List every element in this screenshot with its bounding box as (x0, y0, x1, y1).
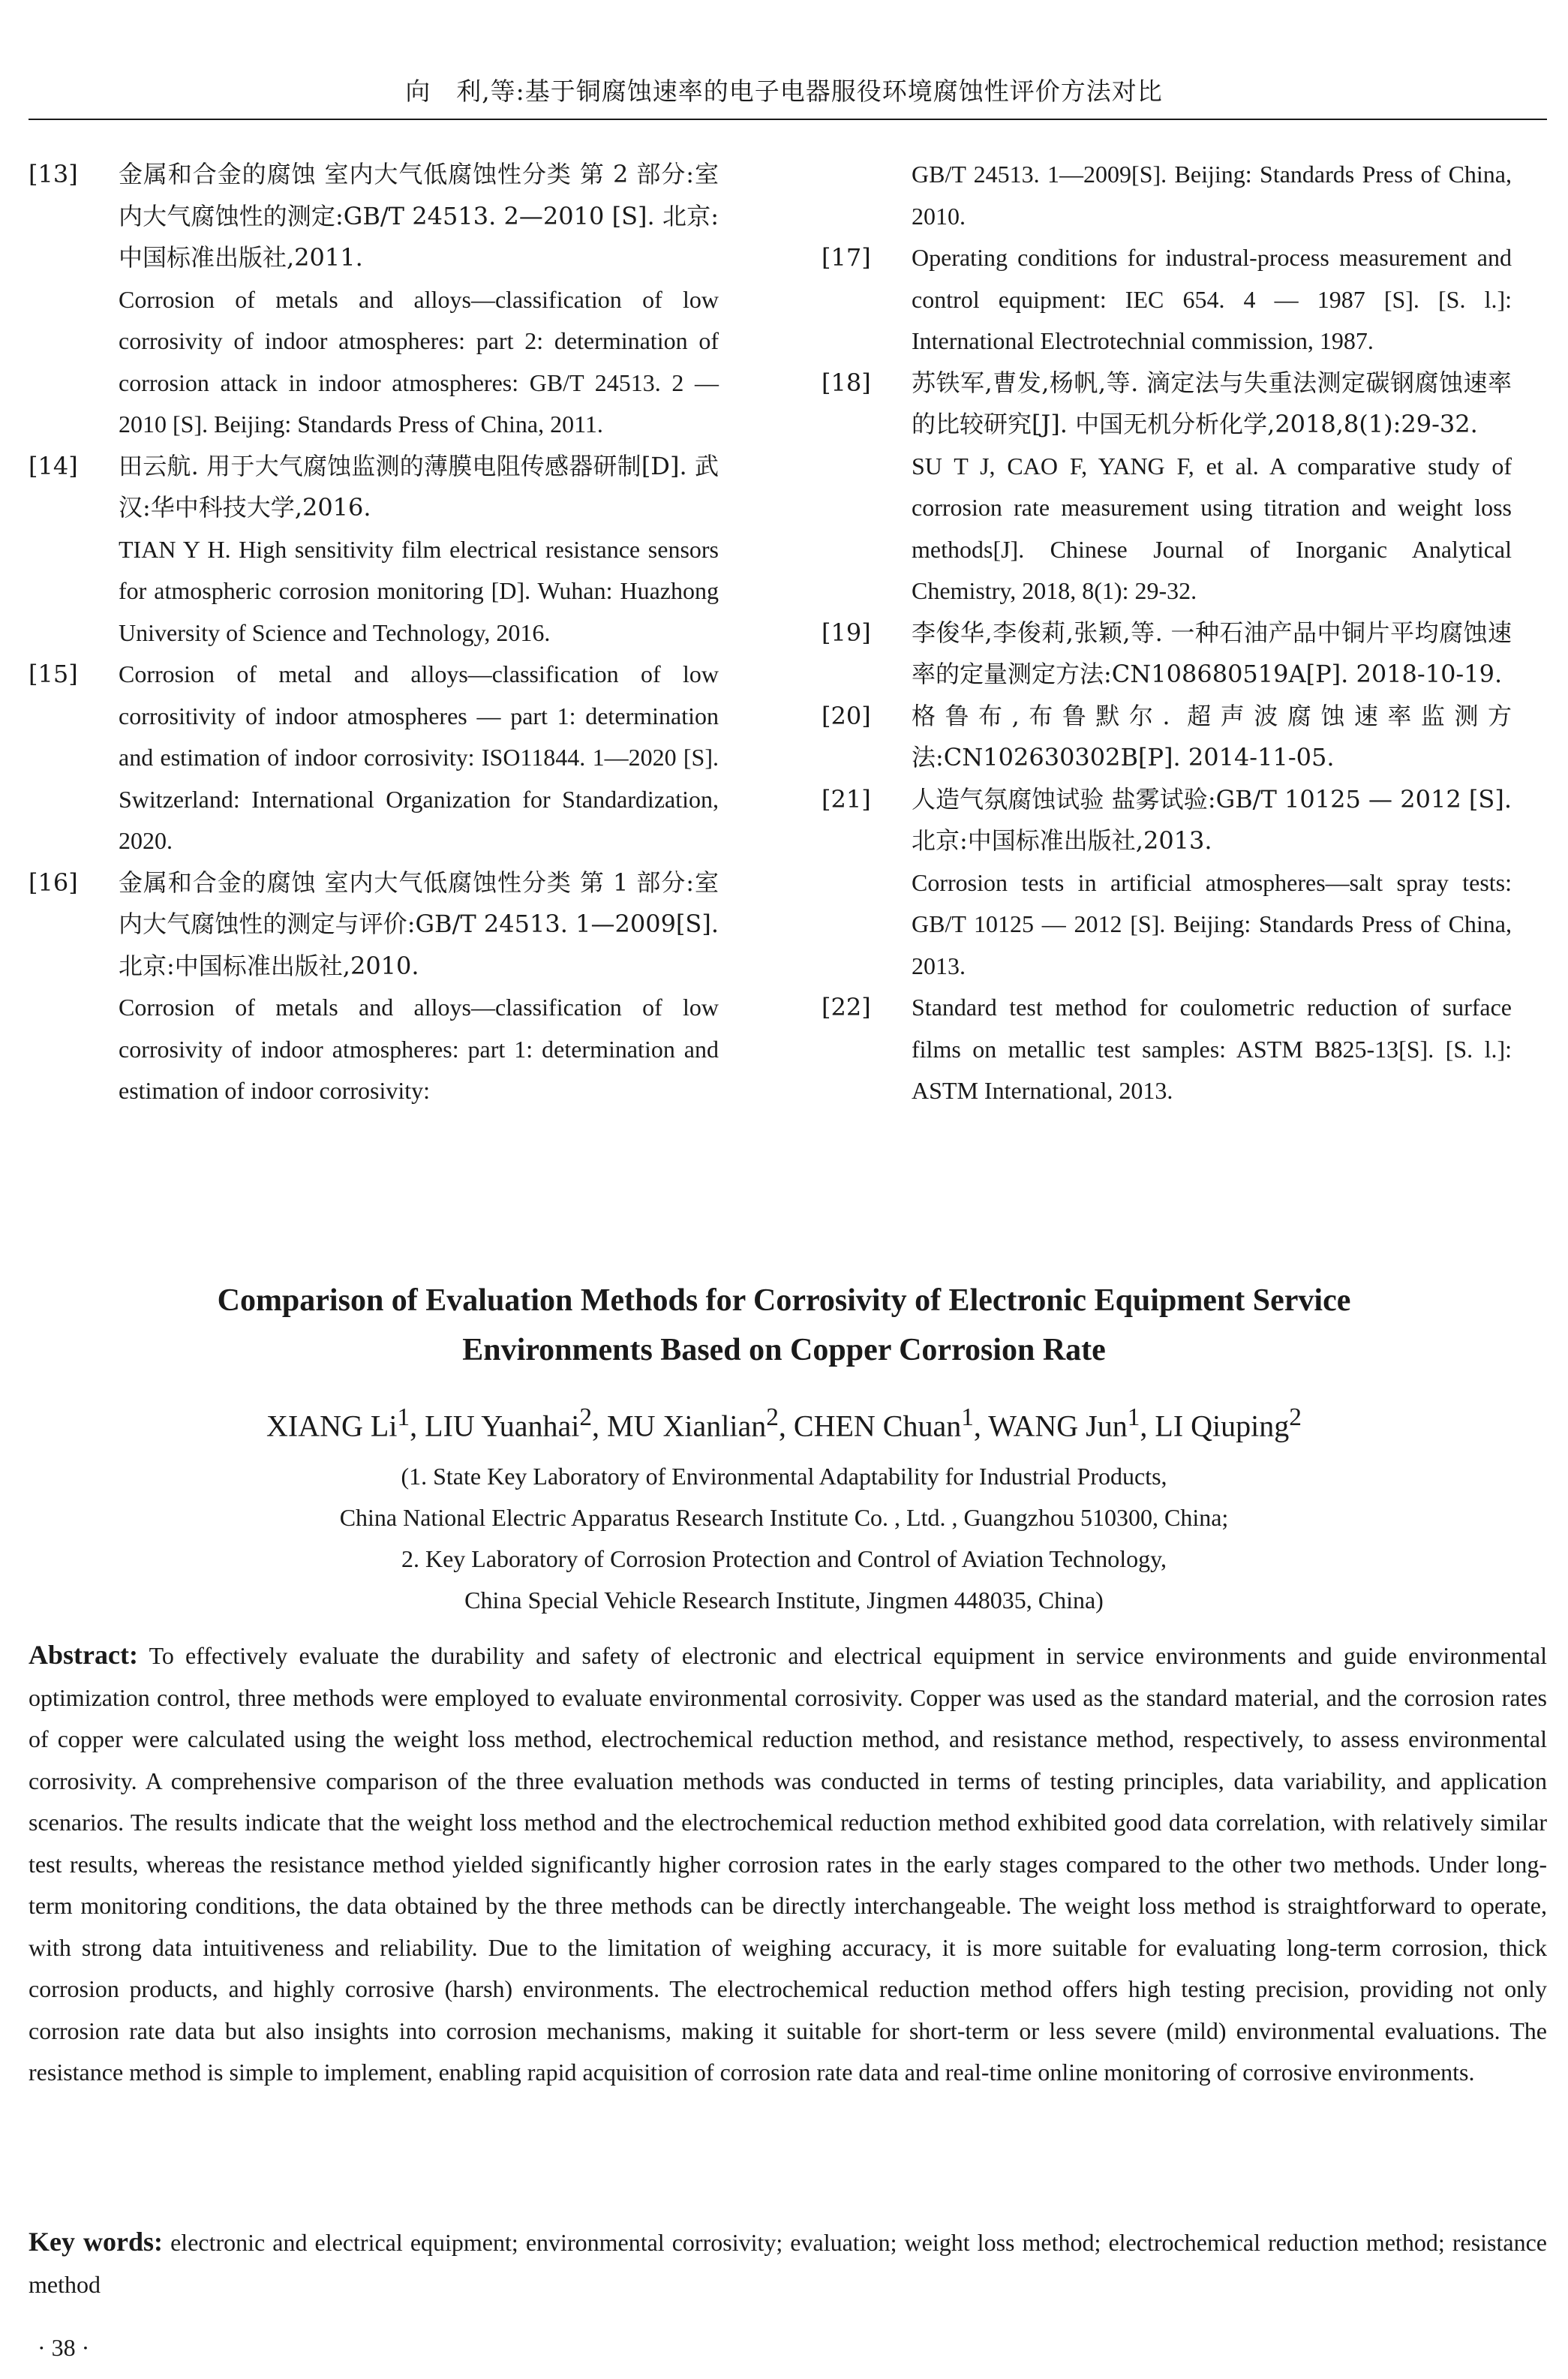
reference-chinese: 格鲁布,布鲁默尔. 超声波腐蚀速率监测方法:CN102630302B[P]. 2014-11-05. (912, 701, 1512, 771)
keywords (29, 2221, 1547, 2305)
author-affiliation-mark: 1 (1127, 1403, 1140, 1431)
references-right-column (822, 154, 1512, 1112)
references-left-column (29, 154, 719, 1112)
reference-19 (822, 612, 1512, 696)
affiliation-line: (1. State Key Laboratory of Environmental Adaptability for Industrial Products, (401, 1463, 1167, 1490)
reference-number: [13] (29, 160, 78, 188)
reference-number: [15] (29, 660, 78, 688)
reference-english: Operating conditions for industral-process measurement and control equipment: IEC 654. 4 — 1987 [S]. [S. l.]: International Electrotechnial commission, 1987. (912, 244, 1512, 354)
reference-chinese: 田云航. 用于大气腐蚀监测的薄膜电阻传感器研制[D]. 武汉:华中科技大学,2016. (119, 451, 719, 522)
reference-number: [16] (29, 868, 78, 897)
reference-number: [20] (822, 701, 871, 730)
author-affiliation-mark: 1 (961, 1403, 974, 1431)
title-line-1: Comparison of Evaluation Methods for Corrosivity of Electronic Equipment Service (217, 1283, 1351, 1318)
keywords-label: Key words: (29, 2227, 164, 2257)
abstract (29, 1635, 1547, 2094)
abstract-text: To effectively evaluate the durability and safety of electronic and electrical equipment in service environments and guide environmental optimization control, three methods were employed to evaluate environmental corrosivity. Copper was used as the standard material, and the corrosion rates of copper were calculated using the weight loss method, electrochemical reduction method, and resistance method, respectively, to assess environmental corrosivity. A comprehensive comparison of the three evaluation methods was conducted in terms of testing principles, data variability, and application scenarios. The results indicate that the weight loss method and the electrochemical reduction method exhibited good data correlation, with relatively similar test results, whereas the resistance method yielded significantly higher corrosion rates in the early stages compared to the other two methods. Under long-term monitoring conditions, the data obtained by the three methods can be directly interchangeable. The weight loss method is straightforward to operate, with strong data intuitiveness and reliability. Due to the limitation of weighing accuracy, it is more suitable for evaluating long-term corrosion, thick corrosion products, and highly corrosive (harsh) environments. The electrochemical reduction method offers high testing precision, providing not only corrosion rate data but also insights into corrosion mechanisms, making it suitable for short-term or less severe (mild) environmental evaluations. The resistance method is simple to implement, enabling rapid acquisition of corrosion rate data and real-time online monitoring of corrosive environments. (29, 1642, 1548, 2086)
reference-chinese: 苏铁军,曹发,杨帆,等. 滴定法与失重法测定碳钢腐蚀速率的比较研究[J]. 中国无机分析化学,2018,8(1):29-32. (912, 368, 1512, 438)
affiliation-line: China National Electric Apparatus Research Institute Co. , Ltd. , Guangzhou 510300, China; (339, 1504, 1229, 1531)
reference-number: [18] (822, 368, 871, 397)
reference-chinese: 李俊华,李俊莉,张颖,等. 一种石油产品中铜片平均腐蚀速率的定量测定方法:CN108680519A[P]. 2018-10-19. (912, 618, 1512, 688)
running-header: 向 利,等:基于铜腐蚀速率的电子电器服役环境腐蚀性评价方法对比 (405, 77, 1163, 106)
reference-chinese: 金属和合金的腐蚀 室内大气低腐蚀性分类 第 2 部分:室内大气腐蚀性的测定:GB/T 24513. 2—2010 [S]. 北京:中国标准出版社,2011. (119, 160, 719, 272)
reference-14 (29, 446, 719, 654)
header-rule (29, 119, 1547, 120)
reference-chinese: 人造气氛腐蚀试验 盐雾试验:GB/T 10125 — 2012 [S]. 北京:中国标准出版社,2013. (912, 784, 1512, 855)
affiliation-line: 2. Key Laboratory of Corrosion Protection and Control of Aviation Technology, (401, 1545, 1167, 1572)
reference-13 (29, 154, 719, 446)
author-name: WANG Jun (988, 1409, 1128, 1443)
author-name: XIANG Li (266, 1409, 398, 1443)
reference-16 (29, 862, 719, 1112)
abstract-label: Abstract: (29, 1640, 138, 1670)
reference-20 (822, 696, 1512, 779)
author-affiliation-mark: 1 (397, 1403, 410, 1431)
reference-number: [19] (822, 618, 871, 647)
reference-english: Standard test method for coulometric reduction of surface films on metallic test samples: ASTM B825-13[S]. [S. l.]: ASTM International, 2013. (912, 994, 1512, 1104)
reference-english: GB/T 24513. 1—2009[S]. Beijing: Standards Press of China, 2010. (912, 161, 1512, 230)
reference-17 (822, 237, 1512, 362)
reference-english: Corrosion tests in artificial atmospheres—salt spray tests: GB/T 10125 — 2012 [S]. Beijing: Standards Press of China, 2013. (912, 868, 1512, 979)
author-name: LIU Yuanhai (425, 1409, 580, 1443)
title-line-2: Environments Based on Copper Corrosion Rate (462, 1333, 1106, 1367)
reference-number: [21] (822, 784, 871, 814)
affiliations (0, 1456, 1568, 1621)
reference-18 (822, 362, 1512, 612)
author-affiliation-mark: 2 (1289, 1403, 1302, 1431)
author-list: XIANG Li$^1$, LIU Yuanhai$^2$, MU Xianlian$^2$, CHEN Chuan$^1$, WANG Jun$^1$, LI Qiuping$^2$ (266, 1403, 1302, 1443)
reference-number: [22] (822, 993, 871, 1021)
author-name: CHEN Chuan (793, 1409, 962, 1443)
affiliation-line: China Special Vehicle Research Institute, Jingmen 448035, China) (464, 1587, 1104, 1614)
reference-english: Corrosion of metals and alloys—classification of low corrosivity of indoor atmospheres: part 1: determination and estimation of indoor corrosivity: (119, 994, 719, 1104)
author-affiliation-mark: 2 (766, 1403, 779, 1431)
reference-english: Corrosion of metal and alloys—classification of low corrositivity of indoor atmospheres — part 1: determination and estimation of indoor corrosivity: ISO11844. 1—2020 [S]. Switzerland: International Organization for Standardization, 2020. (119, 660, 719, 854)
reference-english: Corrosion of metals and alloys—classification of low corrosivity of indoor atmospheres: part 2: determination of corrosion attack in indoor atmospheres: GB/T 24513. 2 — 2010 [S]. Beijing: Standards Press of China, 2011. (119, 285, 719, 438)
reference-number: [17] (822, 243, 871, 272)
keywords-text: electronic and electrical equipment; environmental corrosivity; evaluation; weight loss method; electrochemical reduction method; resistance method (29, 2229, 1548, 2298)
page-number: · 38 · (38, 2334, 90, 2361)
author-name: LI Qiuping (1155, 1409, 1290, 1443)
article-title (0, 1276, 1568, 1375)
reference-15 (29, 654, 719, 862)
author-name: MU Xianlian (607, 1409, 767, 1443)
reference-22 (822, 987, 1512, 1112)
reference-21 (822, 779, 1512, 988)
reference-english: TIAN Y H. High sensitivity film electrical resistance sensors for atmospheric corrosion monitoring [D]. Wuhan: Huazhong University of Science and Technology, 2016. (119, 535, 719, 646)
reference-chinese: 金属和合金的腐蚀 室内大气低腐蚀性分类 第 1 部分:室内大气腐蚀性的测定与评价:GB/T 24513. 1—2009[S]. 北京:中国标准出版社,2010. (119, 868, 719, 980)
reference-number: [14] (29, 451, 78, 480)
reference-english: SU T J, CAO F, YANG F, et al. A comparative study of corrosion rate measurement using titration and weight loss methods[J]. Chinese Journal of Inorganic Analytical Chemistry, 2018, 8(1): 29-32. (912, 452, 1512, 604)
reference-16-continued (822, 154, 1512, 237)
author-affiliation-mark: 2 (579, 1403, 593, 1431)
